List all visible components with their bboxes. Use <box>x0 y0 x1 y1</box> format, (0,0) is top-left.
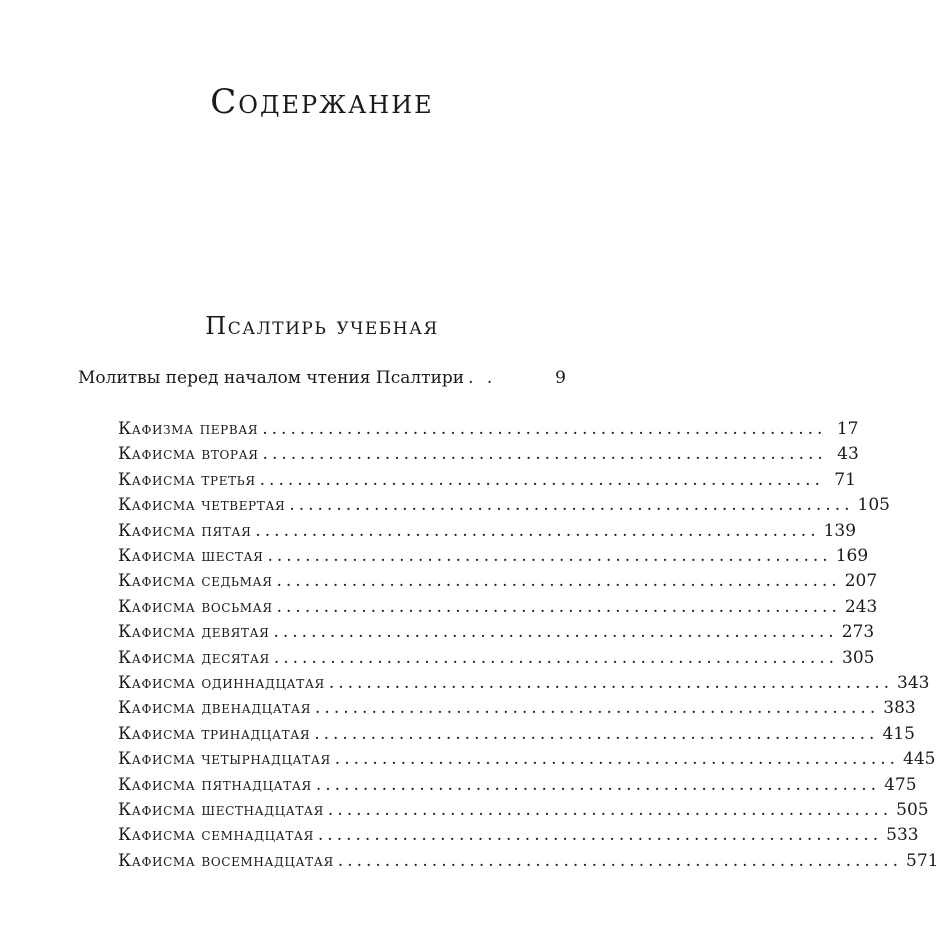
dot-leader: ............................................................ <box>334 749 900 770</box>
toc-entry-label: Кафисма шестая <box>118 546 264 566</box>
toc-entry-label: Кафизма первая <box>118 419 259 439</box>
dot-leader: ............................................................ <box>276 596 841 617</box>
toc-entry-label: Кафисма третья <box>118 469 256 490</box>
toc-entry-label: Кафисма восемнадцатая <box>118 850 334 871</box>
toc-entry-kathisma[interactable] <box>118 698 916 719</box>
toc-entry-page: 475 <box>884 774 917 795</box>
toc-entry-page: 71 <box>834 469 856 490</box>
dot-leader: ............................................................ <box>262 419 827 439</box>
toc-entry-page: 207 <box>844 571 878 592</box>
dot-leader: ............................................................ <box>317 825 883 846</box>
toc-entry-page: 305 <box>842 647 875 668</box>
dot-leader: ............................................................ <box>328 673 894 693</box>
page-title: Содержание <box>210 82 434 122</box>
toc-entry-kathisma[interactable] <box>118 647 875 668</box>
toc-entry-kathisma[interactable] <box>118 419 859 439</box>
toc-entry-kathisma[interactable] <box>118 444 859 465</box>
dot-leader: ............................................................ <box>267 546 832 566</box>
section-title: Псалтирь учебная <box>205 312 439 340</box>
toc-entry-kathisma[interactable] <box>118 546 869 566</box>
toc-entry-page: 571 <box>906 850 938 871</box>
toc-entry-kathisma[interactable] <box>118 622 875 643</box>
toc-entry-kathisma[interactable] <box>118 495 890 516</box>
toc-entry-prayers[interactable] <box>78 368 566 388</box>
toc-entry-label: Кафисма четырнадцатая <box>118 749 331 770</box>
dot-leader: ............................................................ <box>289 495 854 516</box>
dot-leader: ............................................................ <box>276 571 841 592</box>
toc-entry-label: Кафисма четвертая <box>118 495 286 516</box>
toc-entry-page: 445 <box>903 749 936 770</box>
toc-entry-label: Кафисма пятнадцатая <box>118 774 312 795</box>
dot-leader: . . <box>468 368 497 388</box>
toc-entry-page: 343 <box>897 673 930 693</box>
toc-entry-page: 273 <box>841 622 875 643</box>
toc-entry-kathisma[interactable] <box>118 774 917 795</box>
toc-entry-page: 139 <box>823 520 857 541</box>
toc-entry-kathisma[interactable] <box>118 825 919 846</box>
toc-entry-label: Кафисма тринадцатая <box>118 723 311 744</box>
toc-entry-kathisma[interactable] <box>118 800 929 820</box>
dot-leader: ............................................................ <box>273 622 838 643</box>
dot-leader: ............................................................ <box>273 647 839 668</box>
toc-entry-page: 533 <box>886 825 919 846</box>
toc-entry-label: Кафисма десятая <box>118 647 270 668</box>
toc-entry-page: 43 <box>837 444 859 465</box>
toc-entry-label: Кафисма седьмая <box>118 571 273 592</box>
dot-leader: ............................................................ <box>255 520 820 541</box>
toc-entry-kathisma[interactable] <box>118 723 915 744</box>
toc-entry-kathisma[interactable] <box>118 520 857 541</box>
toc-entry-label: Кафисма шестнадцатая <box>118 800 324 820</box>
toc-entry-label: Кафисма восьмая <box>118 596 273 617</box>
toc-entry-page: 17 <box>836 419 859 439</box>
toc-entry-kathisma[interactable] <box>118 850 938 871</box>
toc-entry-page: 415 <box>882 723 915 744</box>
toc-entry-page: 9 <box>555 368 566 388</box>
toc-entry-label: Кафисма семнадцатая <box>118 825 314 846</box>
toc-entry-label: Кафисма девятая <box>118 622 270 643</box>
toc-entry-kathisma[interactable] <box>118 673 930 693</box>
toc-entry-kathisma[interactable] <box>118 749 936 770</box>
toc-entry-kathisma[interactable] <box>118 596 878 617</box>
toc-entry-kathisma[interactable] <box>118 469 856 490</box>
toc-entry-label: Кафисма вторая <box>118 444 259 465</box>
dot-leader: ............................................................ <box>315 698 880 719</box>
toc-entry-page: 383 <box>883 698 916 719</box>
toc-entry-page: 243 <box>844 596 878 617</box>
dot-leader: ............................................................ <box>315 774 881 795</box>
dot-leader: ............................................................ <box>262 444 827 465</box>
toc-entry-page: 169 <box>835 546 869 566</box>
toc-entry-label: Молитвы перед началом чтения Псалтири <box>78 368 465 388</box>
toc-entry-label: Кафисма двенадцатая <box>118 698 312 719</box>
dot-leader: ............................................................ <box>259 469 824 490</box>
toc-entry-page: 505 <box>896 800 929 820</box>
toc-entry-label: Кафисма пятая <box>118 520 252 541</box>
dot-leader: ............................................................ <box>337 850 902 871</box>
dot-leader: ............................................................ <box>314 723 879 744</box>
toc-entry-page: 105 <box>857 495 890 516</box>
dot-leader: ............................................................ <box>327 800 893 820</box>
toc-entry-label: Кафисма одиннадцатая <box>118 673 325 693</box>
toc-entry-kathisma[interactable] <box>118 571 878 592</box>
